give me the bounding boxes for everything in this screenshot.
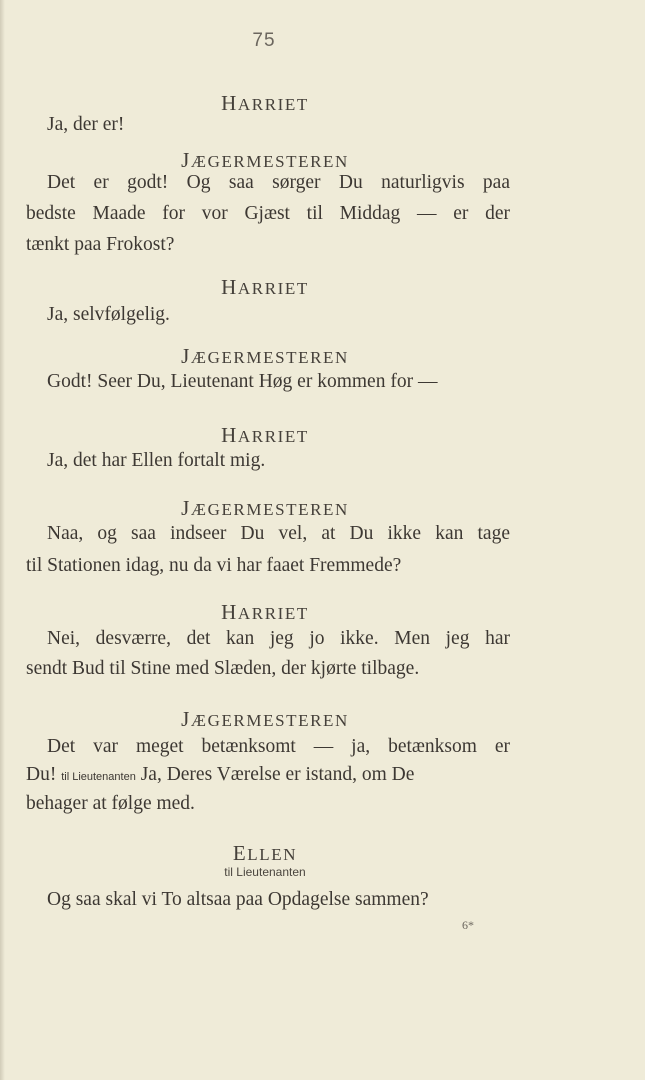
speaker-name: HARRIET: [221, 600, 309, 624]
dialogue-line: Det er godt! Og saa sørger Du naturligvis paa: [47, 172, 510, 193]
dialogue-line: Ja, det har Ellen fortalt mig.: [47, 450, 266, 471]
speaker-name: ELLEN: [232, 841, 298, 865]
dialogue-line: Ja, der er!: [47, 114, 125, 135]
dialogue-line: bedste Maade for vor Gjæst til Middag — er der: [26, 203, 510, 224]
speaker-name: JÆGERMESTEREN: [181, 148, 349, 172]
signature-mark: 6*: [462, 918, 474, 932]
speaker-name: JÆGERMESTEREN: [181, 496, 349, 520]
dialogue-fragment: Ja, Deres Værelse er istand, om De: [140, 764, 415, 785]
dialogue-line: Naa, og saa indseer Du vel, at Du ikke kan tage: [47, 523, 510, 544]
dialogue-fragment: Du!: [26, 764, 57, 785]
dialogue-line: sendt Bud til Stine med Slæden, der kjørte tilbage.: [26, 658, 420, 679]
dialogue-line: Og saa skal vi To altsaa paa Opdagelse sammen?: [47, 889, 429, 910]
stage-direction: til Lieutenanten: [61, 771, 136, 783]
dialogue-line: til Stationen idag, nu da vi har faaet Fremmede?: [26, 555, 402, 576]
dialogue-line: tænkt paa Frokost?: [26, 234, 175, 255]
dialogue-line: Godt! Seer Du, Lieutenant Høg er kommen for —: [47, 371, 438, 392]
dialogue-line: behager at følge med.: [26, 793, 195, 814]
page-number: 75: [252, 30, 276, 51]
dialogue-line: Det var meget betænksomt — ja, betænksom er: [47, 736, 510, 757]
dialogue-line: Ja, selvfølgelig.: [47, 304, 170, 325]
stage-direction: til Lieutenanten: [224, 865, 306, 879]
dialogue-line: Nei, desværre, det kan jeg jo ikke. Men jeg har: [47, 628, 510, 649]
speaker-name: JÆGERMESTEREN: [181, 344, 349, 368]
speaker-name: HARRIET: [221, 275, 309, 299]
speaker-name: HARRIET: [221, 91, 309, 115]
dialogue-line: [26, 762, 510, 790]
speaker-name: HARRIET: [221, 423, 309, 447]
speaker-name: JÆGERMESTEREN: [181, 707, 349, 731]
